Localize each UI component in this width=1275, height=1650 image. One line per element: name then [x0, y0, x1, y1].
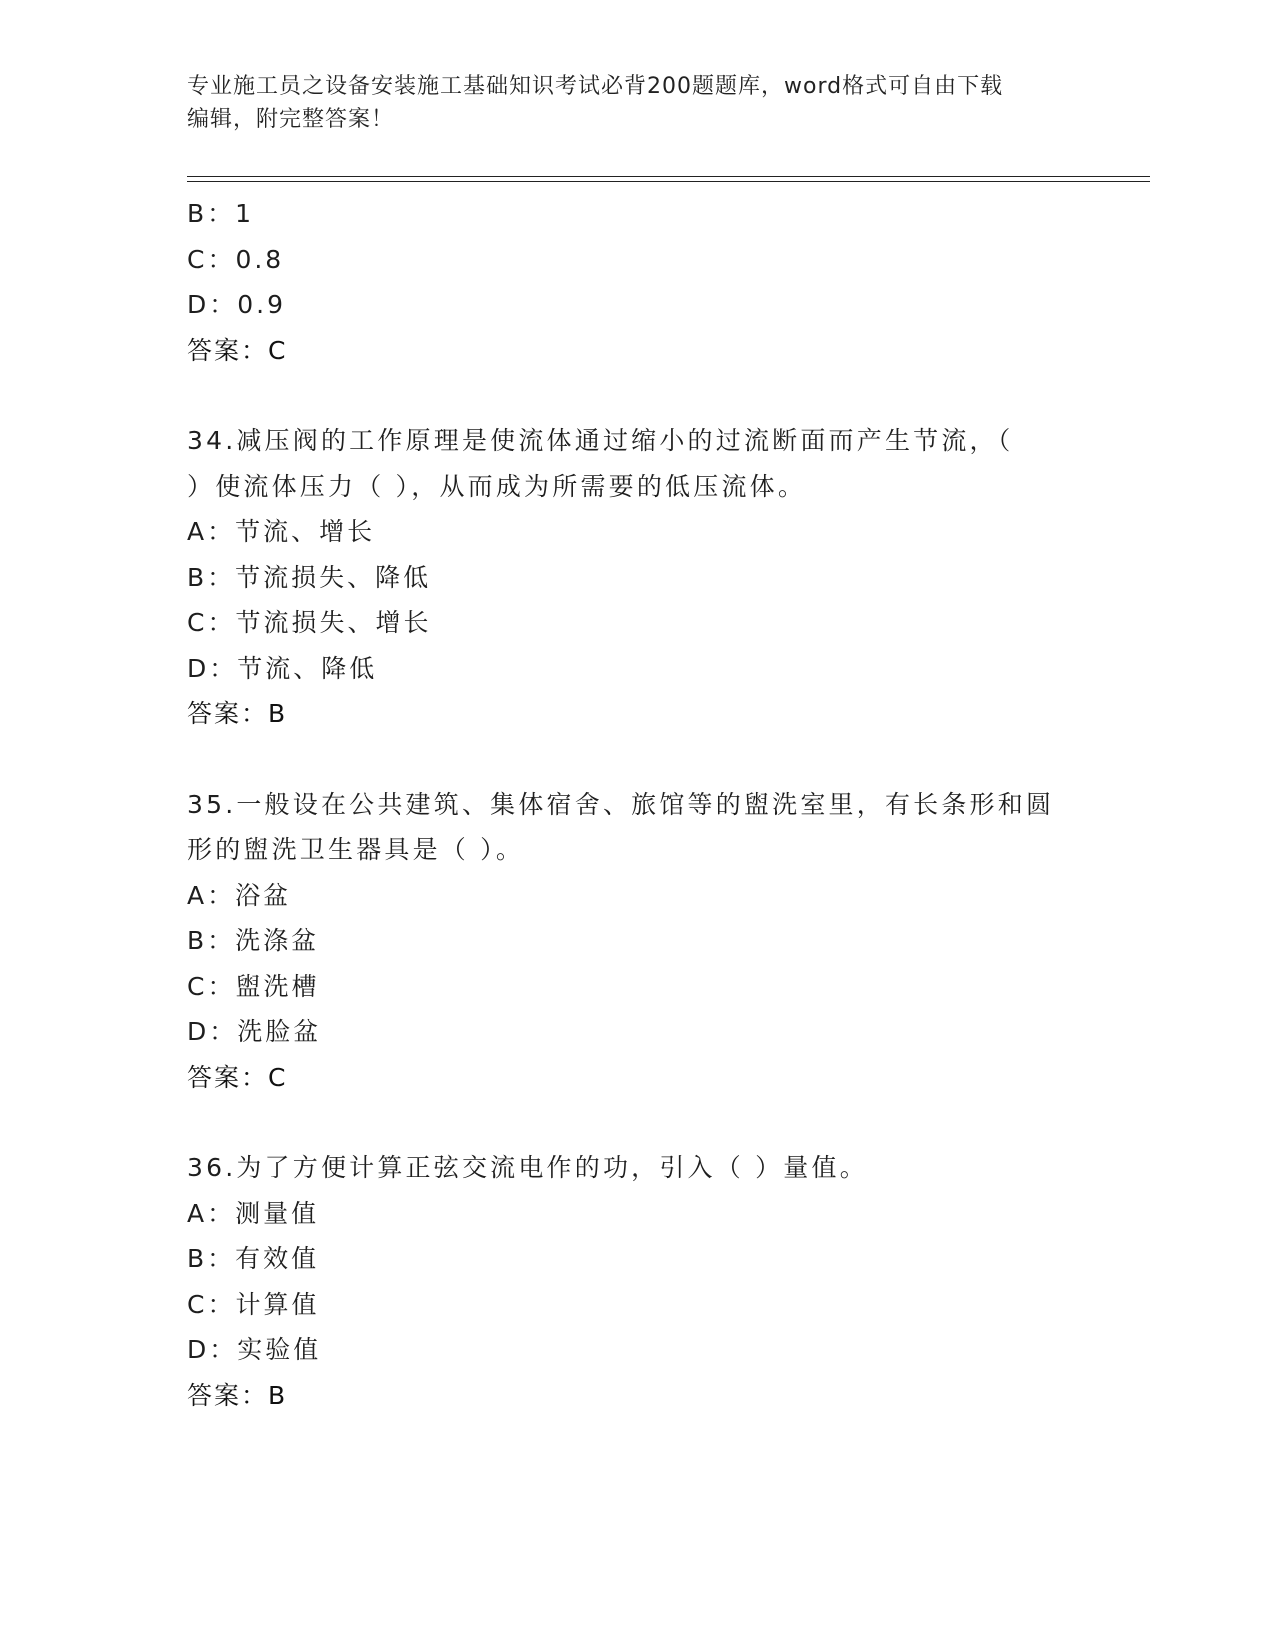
answer: 答案：C [187, 335, 288, 365]
option-c: C：计算值 [187, 1289, 320, 1319]
option-c: C：盥洗槽 [187, 971, 320, 1001]
question-list [187, 191, 1087, 1418]
option-a: A：节流、增长 [187, 517, 376, 546]
answer: 答案：B [187, 1380, 288, 1410]
question-stem-line: 36.为了方便计算正弦交流电作的功，引入（ ）量值。 [187, 1153, 868, 1182]
option-d: D：0.9 [187, 290, 287, 319]
spacer [187, 373, 1087, 418]
header-line-1: 专业施工员之设备安装施工基础知识考试必背200题题库，word格式可自由下载 [187, 74, 1004, 99]
question-33-continuation [187, 191, 1087, 373]
spacer [187, 1100, 1087, 1145]
option-b: B：节流损失、降低 [187, 562, 432, 592]
option-c: C：节流损失、增长 [187, 608, 432, 637]
document-header [187, 70, 1067, 136]
option-d: D：节流、降低 [187, 653, 378, 683]
question-stem-line: 形的盥洗卫生器具是（ ）。 [187, 835, 525, 864]
header-rule-bottom [187, 181, 1150, 182]
option-b: B：1 [187, 199, 255, 228]
question-stem-line: 35.一般设在公共建筑、集体宿舍、旅馆等的盥洗室里，有长条形和圆 [187, 789, 1055, 819]
option-b: B：洗涤盆 [187, 926, 320, 955]
option-b: B：有效值 [187, 1244, 320, 1273]
answer: 答案：B [187, 699, 288, 728]
header-rule-top [187, 176, 1150, 177]
option-d: D：洗脸盆 [187, 1017, 322, 1046]
question-36 [187, 1145, 1087, 1418]
question-stem-line: ）使流体压力（ ），从而成为所需要的低压流体。 [187, 471, 807, 501]
option-a: A：浴盆 [187, 880, 292, 910]
option-a: A：测量值 [187, 1198, 320, 1228]
question-34 [187, 418, 1087, 737]
question-stem-line: 34.减压阀的工作原理是使流体通过缩小的过流断面而产生节流，（ [187, 426, 1014, 455]
answer: 答案：C [187, 1062, 288, 1092]
question-35 [187, 782, 1087, 1101]
option-d: D：实验值 [187, 1335, 322, 1364]
option-c: C：0.8 [187, 244, 285, 274]
header-line-2: 编辑，附完整答案！ [187, 107, 395, 132]
spacer [187, 737, 1087, 782]
